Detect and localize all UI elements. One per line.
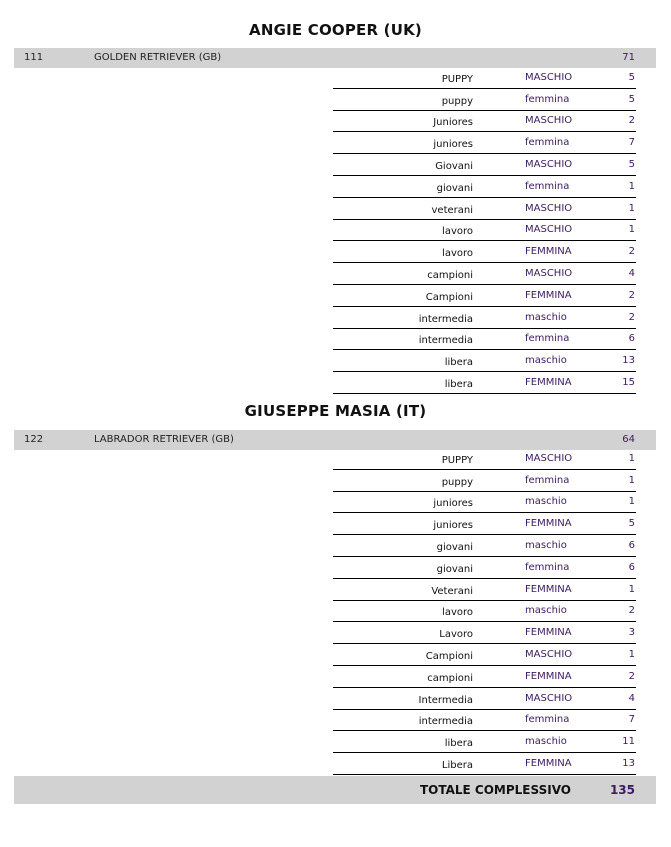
entry-count: 1 (628, 202, 635, 214)
class-name: Juniores (433, 117, 473, 129)
sex-label: FEMMINA (525, 289, 572, 301)
table-row (333, 154, 636, 176)
breed-total: 64 (622, 434, 635, 445)
table-row (333, 492, 636, 514)
sex-label: FEMMINA (525, 246, 572, 258)
class-table (333, 67, 636, 394)
table-row (333, 67, 636, 89)
table-row (333, 579, 636, 601)
entry-count: 2 (628, 605, 635, 617)
sex-label: MASCHIO (525, 452, 573, 464)
breed-name: LABRADOR RETRIEVER (GB) (94, 434, 234, 445)
table-row (333, 372, 636, 394)
entry-count: 5 (628, 71, 635, 83)
class-name: intermedia (418, 716, 473, 728)
sex-label: FEMMINA (525, 757, 572, 769)
class-name: Veterani (431, 585, 473, 597)
entry-count: 1 (628, 583, 635, 595)
entry-count: 4 (628, 692, 635, 704)
entry-count: 6 (628, 333, 635, 345)
class-name: giovani (436, 563, 473, 575)
class-name: PUPPY (441, 454, 473, 466)
class-name: Campioni (425, 291, 473, 303)
entry-count: 2 (628, 670, 635, 682)
class-name: Campioni (425, 650, 473, 662)
entry-count: 2 (628, 289, 635, 301)
entry-count: 13 (622, 757, 635, 769)
entry-count: 7 (628, 137, 635, 149)
class-table (333, 448, 636, 775)
class-name: libera (444, 357, 473, 369)
entry-count: 11 (622, 736, 635, 748)
class-name: lavoro (442, 607, 473, 619)
class-name: juniores (433, 139, 473, 151)
judge-name: ANGIE COOPER (UK) (249, 21, 422, 39)
class-name: giovani (436, 182, 473, 194)
class-name: intermedia (418, 313, 473, 325)
table-row (333, 307, 636, 329)
breed-code: 122 (24, 434, 44, 445)
sex-label: femmina (525, 180, 570, 192)
sex-label: MASCHIO (525, 71, 573, 83)
table-row (333, 89, 636, 111)
sex-label: MASCHIO (525, 202, 573, 214)
class-name: Giovani (435, 160, 473, 172)
entry-count: 3 (628, 627, 635, 639)
class-name: juniores (433, 520, 473, 532)
class-name: giovani (436, 541, 473, 553)
grand-total-value: 135 (609, 783, 635, 797)
sex-label: FEMMINA (525, 670, 572, 682)
sex-label: maschio (525, 539, 567, 551)
entry-count: 1 (628, 648, 635, 660)
table-row (333, 513, 636, 535)
entry-count: 6 (628, 539, 635, 551)
table-row (333, 644, 636, 666)
sex-label: MASCHIO (525, 267, 573, 279)
sex-label: maschio (525, 311, 567, 323)
table-row (333, 220, 636, 242)
sex-label: maschio (525, 605, 567, 617)
class-name: puppy (441, 95, 473, 107)
table-row (333, 688, 636, 710)
entry-count: 1 (628, 474, 635, 486)
table-row (333, 176, 636, 198)
entry-count: 5 (628, 158, 635, 170)
sex-label: femmina (525, 137, 570, 149)
table-row (333, 285, 636, 307)
sex-label: femmina (525, 474, 570, 486)
sex-label: MASCHIO (525, 692, 573, 704)
sex-label: femmina (525, 93, 570, 105)
breed-header (14, 48, 656, 68)
breed-total: 71 (622, 52, 635, 63)
sex-label: femmina (525, 333, 570, 345)
table-row (333, 622, 636, 644)
sex-label: femmina (525, 714, 570, 726)
sex-label: maschio (525, 496, 567, 508)
sex-label: MASCHIO (525, 115, 573, 127)
sex-label: FEMMINA (525, 583, 572, 595)
judge-name: GIUSEPPE MASIA (IT) (244, 402, 427, 420)
class-name: lavoro (442, 226, 473, 238)
entry-count: 7 (628, 714, 635, 726)
sex-label: maschio (525, 355, 567, 367)
table-row (333, 263, 636, 285)
sex-label: femmina (525, 561, 570, 573)
class-name: Libera (441, 759, 473, 771)
entry-count: 1 (628, 496, 635, 508)
entry-count: 1 (628, 452, 635, 464)
class-name: intermedia (418, 335, 473, 347)
sex-label: FEMMINA (525, 518, 572, 530)
table-row (333, 329, 636, 351)
table-row (333, 753, 636, 775)
breed-code: 111 (24, 52, 44, 63)
class-name: campioni (427, 269, 473, 281)
class-name: juniores (433, 498, 473, 510)
entry-count: 2 (628, 115, 635, 127)
entry-count: 4 (628, 267, 635, 279)
class-name: libera (444, 378, 473, 390)
table-row (333, 132, 636, 154)
entry-count: 13 (622, 355, 635, 367)
class-name: Lavoro (439, 629, 473, 641)
entry-count: 15 (622, 376, 635, 388)
breed-name: GOLDEN RETRIEVER (GB) (94, 52, 222, 63)
entry-count: 5 (628, 93, 635, 105)
table-row (333, 198, 636, 220)
entry-count: 5 (628, 518, 635, 530)
table-row (333, 535, 636, 557)
table-row (333, 350, 636, 372)
class-name: Intermedia (418, 694, 473, 706)
entry-count: 2 (628, 311, 635, 323)
sex-label: maschio (525, 736, 567, 748)
entry-count: 1 (628, 224, 635, 236)
table-row (333, 666, 636, 688)
class-name: veterani (431, 204, 473, 216)
entry-count: 1 (628, 180, 635, 192)
class-name: puppy (441, 476, 473, 488)
breed-header (14, 430, 656, 450)
table-row (333, 710, 636, 732)
class-name: campioni (427, 672, 473, 684)
class-name: lavoro (442, 248, 473, 260)
class-name: PUPPY (441, 73, 473, 85)
sex-label: MASCHIO (525, 158, 573, 170)
grand-total-bar (14, 776, 656, 804)
entry-count: 6 (628, 561, 635, 573)
table-row (333, 470, 636, 492)
table-row (333, 111, 636, 133)
sex-label: MASCHIO (525, 648, 573, 660)
table-row (333, 601, 636, 623)
table-row (333, 241, 636, 263)
table-row (333, 557, 636, 579)
sex-label: FEMMINA (525, 627, 572, 639)
sex-label: MASCHIO (525, 224, 573, 236)
entry-count: 2 (628, 246, 635, 258)
grand-total-label: TOTALE COMPLESSIVO (419, 783, 571, 797)
table-row (333, 448, 636, 470)
class-name: libera (444, 738, 473, 750)
sex-label: FEMMINA (525, 376, 572, 388)
table-row (333, 731, 636, 753)
